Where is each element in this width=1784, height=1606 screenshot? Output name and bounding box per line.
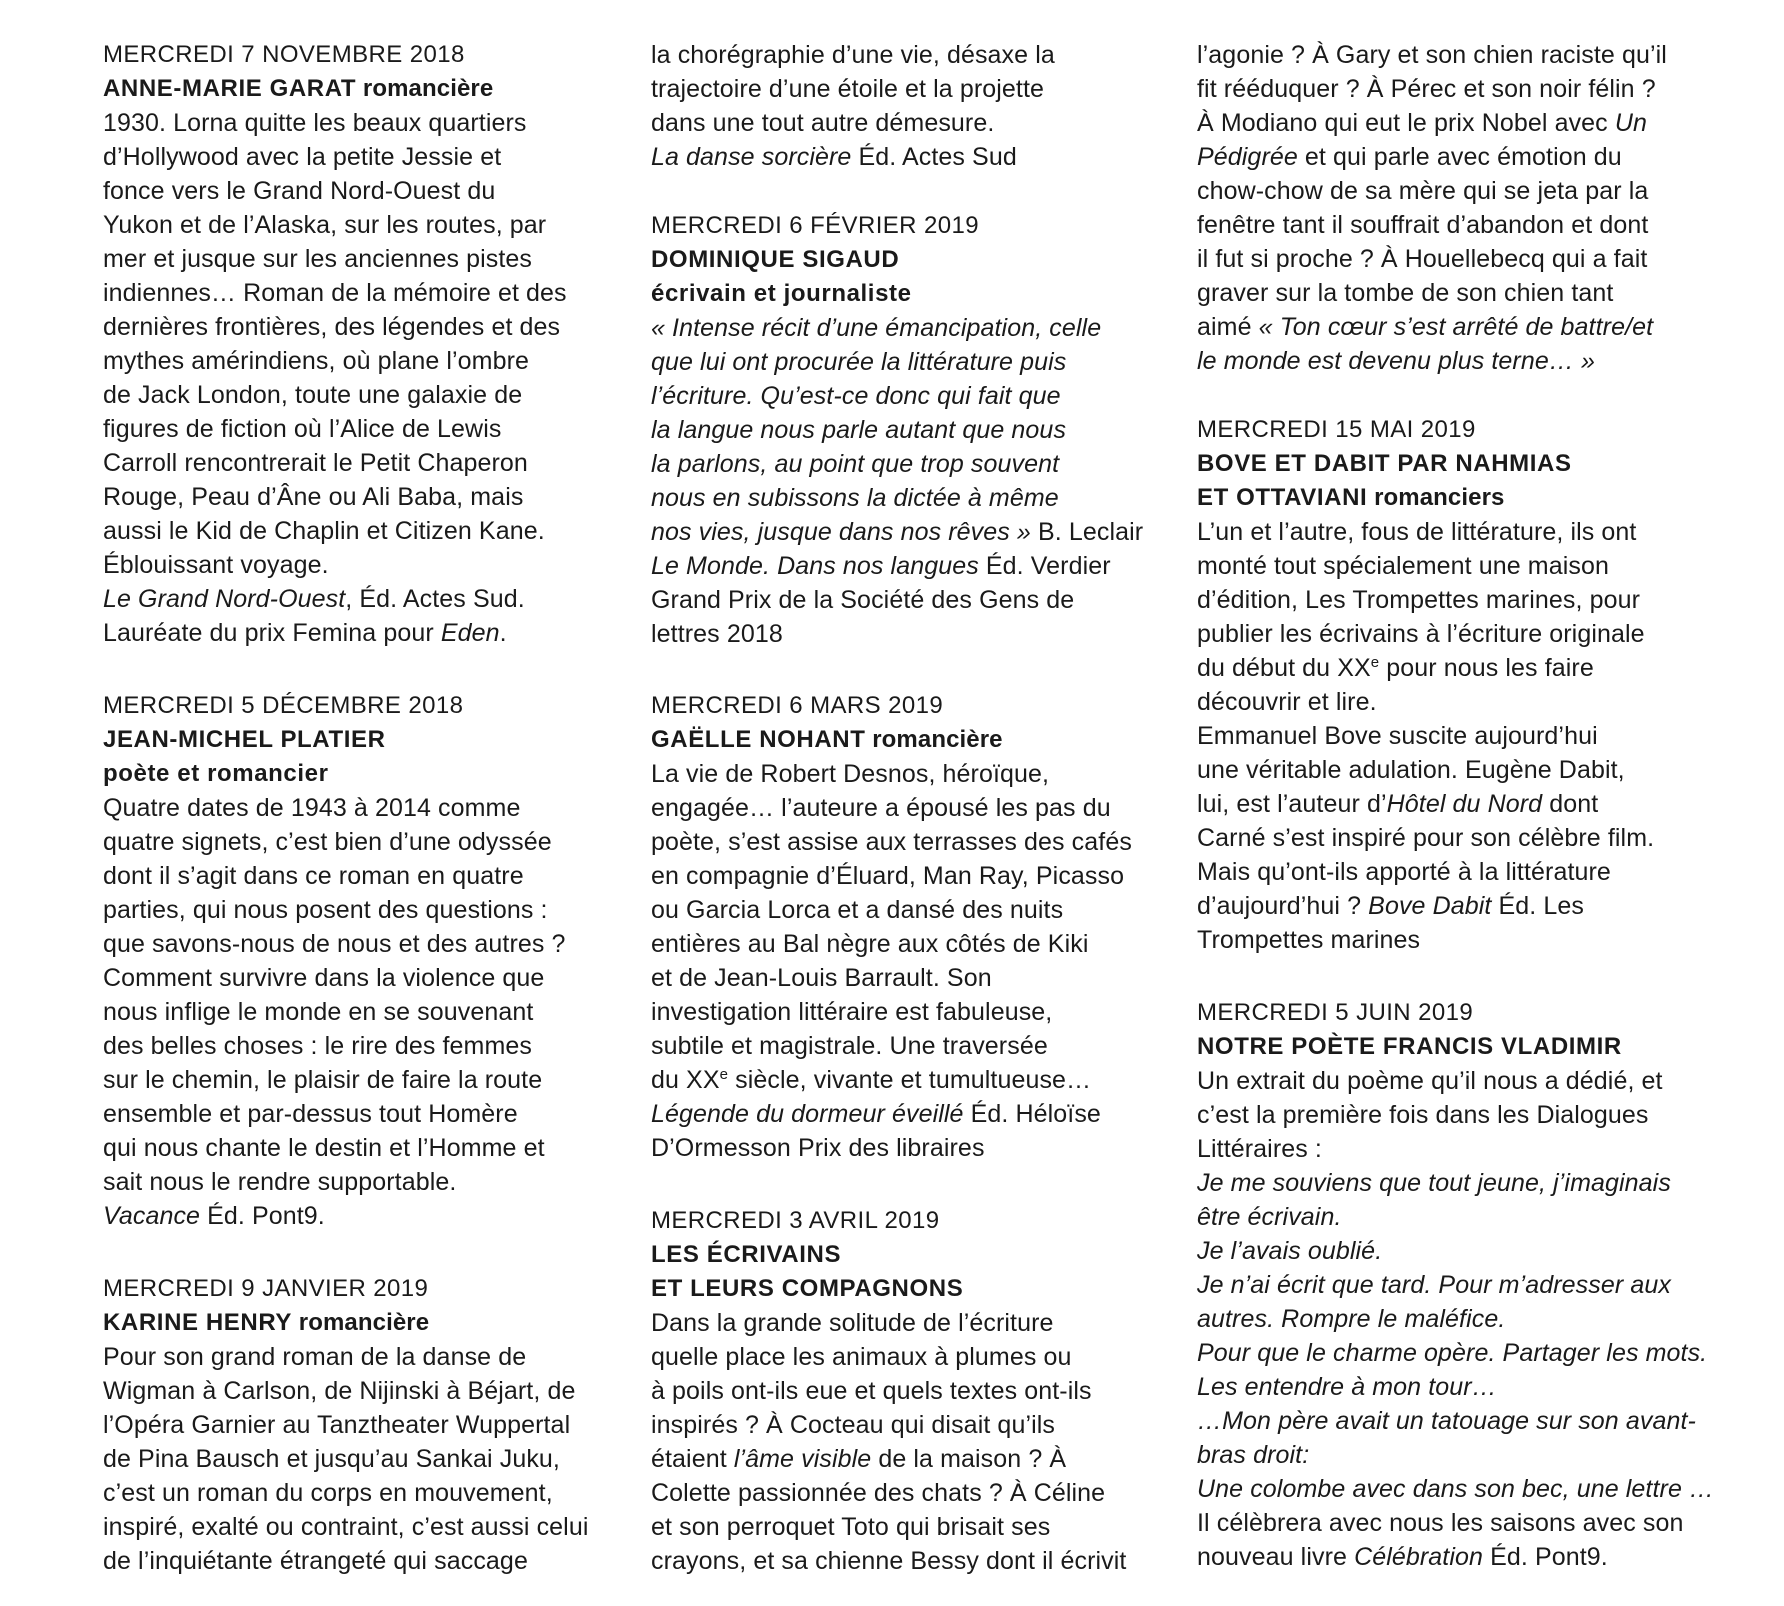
book-reference bbox=[1197, 889, 1584, 923]
body-line: fonce vers le Grand Nord-Ouest du bbox=[103, 177, 496, 205]
body-line: quelle place les animaux à plumes ou bbox=[651, 1343, 1072, 1371]
text-segment: aimé bbox=[1197, 313, 1259, 341]
body-line: c’est la première fois dans les Dialogues bbox=[1197, 1101, 1649, 1129]
body-line bbox=[651, 1442, 1066, 1476]
body-line: crayons, et sa chienne Bessy dont il écrivit bbox=[651, 1547, 1127, 1575]
text-segment: dont bbox=[1542, 790, 1599, 818]
book-title: Hôtel du Nord bbox=[1386, 790, 1543, 818]
entry-author bbox=[103, 1306, 429, 1340]
body-line: et son perroquet Toto qui brisait ses bbox=[651, 1513, 1051, 1541]
poem-line: autres. Rompre le maléfice. bbox=[1197, 1305, 1506, 1333]
body-line: une véritable adulation. Eugène Dabit, bbox=[1197, 756, 1625, 784]
body-line: nous inflige le monde en se souvenant bbox=[103, 998, 534, 1026]
body-line: Trompettes marines bbox=[1197, 926, 1421, 954]
body-line: d’édition, Les Trompettes marines, pour bbox=[1197, 586, 1641, 614]
author-name: DOMINIQUE SIGAUD bbox=[651, 246, 900, 273]
text-segment: étaient bbox=[651, 1445, 734, 1473]
body-line: fit rééduquer ? À Pérec et son noir félin ? bbox=[1197, 75, 1656, 103]
author-name: GAËLLE NOHANT bbox=[651, 726, 866, 753]
body-line: dont il s’agit dans ce roman en quatre bbox=[103, 862, 524, 890]
body-line: de Jack London, toute une galaxie de bbox=[103, 381, 523, 409]
body-line: c’est un roman du corps en mouvement, bbox=[103, 1479, 553, 1507]
body-line: 1930. Lorna quitte les beaux quartiers bbox=[103, 109, 527, 137]
body-line: qui nous chante le destin et l’Homme et bbox=[103, 1134, 545, 1162]
body-line: mer et jusque sur les anciennes pistes bbox=[103, 245, 533, 273]
body-line: dans une tout autre démesure. bbox=[651, 109, 995, 137]
century-superscript: e bbox=[719, 1066, 729, 1083]
poem-line: Une colombe avec dans son bec, une lettre … bbox=[1197, 1475, 1715, 1503]
body-line: mythes amérindiens, où plane l’ombre bbox=[103, 347, 530, 375]
entry-author bbox=[103, 72, 493, 106]
body-line: dernières frontières, des légendes et des bbox=[103, 313, 561, 341]
body-line: Pour son grand roman de la danse de bbox=[103, 1343, 527, 1371]
entry-title: ET LEURS COMPAGNONS bbox=[651, 1275, 964, 1302]
quote-end-line bbox=[651, 515, 1143, 549]
entry-title: LES ÉCRIVAINS bbox=[651, 1241, 842, 1268]
book-reference bbox=[651, 1097, 1101, 1131]
entry-date: MERCREDI 7 NOVEMBRE 2018 bbox=[103, 41, 465, 68]
book-title: Le Grand Nord-Ouest bbox=[103, 585, 346, 613]
quote-line: que lui ont procurée la littérature puis bbox=[651, 348, 1067, 376]
body-line bbox=[1197, 140, 1622, 174]
body-line: Dans la grande solitude de l’écriture bbox=[651, 1309, 1054, 1337]
text-segment: nouveau livre bbox=[1197, 1543, 1355, 1571]
body-line: La vie de Robert Desnos, héroïque, bbox=[651, 760, 1050, 788]
book-title: Vacance bbox=[103, 1202, 201, 1230]
poem-line: Les entendre à mon tour… bbox=[1197, 1373, 1497, 1401]
body-line: poète, s’est assise aux terrasses des cafés bbox=[651, 828, 1132, 856]
poem-line: être écrivain. bbox=[1197, 1203, 1342, 1231]
body-line: engagée… l’auteure a épousé les pas du bbox=[651, 794, 1111, 822]
body-line: et de Jean-Louis Barrault. Son bbox=[651, 964, 992, 992]
body-line: de Pina Bausch et jusqu’au Sankai Juku, bbox=[103, 1445, 560, 1473]
book-title: Légende du dormeur éveillé bbox=[651, 1100, 964, 1128]
author-role: romancière bbox=[865, 726, 1003, 753]
century-superscript: e bbox=[1370, 654, 1380, 671]
body-line: ou Garcia Lorca et a dansé des nuits bbox=[651, 896, 1064, 924]
publisher: , Éd. Actes Sud. bbox=[345, 585, 525, 613]
body-line: découvrir et lire. bbox=[1197, 688, 1377, 716]
entry-author bbox=[1197, 481, 1504, 515]
body-line: Yukon et de l’Alaska, sur les routes, par bbox=[103, 211, 547, 239]
publisher: Éd. Pont9. bbox=[1483, 1543, 1608, 1571]
body-line: Il célèbrera avec nous les saisons avec son bbox=[1197, 1509, 1684, 1537]
text-segment: et qui parle avec émotion du bbox=[1297, 143, 1622, 171]
prize-end: . bbox=[499, 619, 507, 647]
author-name: NOTRE POÈTE FRANCIS VLADIMIR bbox=[1197, 1033, 1622, 1060]
body-line: que savons-nous de nous et des autres ? bbox=[103, 930, 566, 958]
entry-date: MERCREDI 9 JANVIER 2019 bbox=[103, 1275, 429, 1302]
body-line: subtile et magistrale. Une traversée bbox=[651, 1032, 1048, 1060]
body-line: des belles choses : le rire des femmes bbox=[103, 1032, 532, 1060]
body-line: investigation littéraire est fabuleuse, bbox=[651, 998, 1053, 1026]
book-title: Pédigrée bbox=[1197, 143, 1298, 171]
body-line: Wigman à Carlson, de Nijinski à Béjart, de bbox=[103, 1377, 576, 1405]
prize-book-title: Eden bbox=[440, 619, 500, 647]
century-rest: pour nous les faire bbox=[1379, 654, 1594, 682]
body-line: lettres 2018 bbox=[651, 620, 783, 648]
quote-line: nous en subissons la dictée à même bbox=[651, 484, 1059, 512]
poem-line: Pour que le charme opère. Partager les mots. bbox=[1197, 1339, 1708, 1367]
body-line: figures de fiction où l’Alice de Lewis bbox=[103, 415, 502, 443]
author-role: romancière bbox=[292, 1309, 430, 1336]
quote-author: B. Leclair bbox=[1030, 518, 1144, 546]
body-line: Carné s’est inspiré pour son célèbre film. bbox=[1197, 824, 1655, 852]
body-line: Littéraires : bbox=[1197, 1135, 1322, 1163]
body-line: inspirés ? À Cocteau qui disait qu’ils bbox=[651, 1411, 1056, 1439]
publisher: Éd. Actes Sud bbox=[851, 143, 1017, 171]
body-line: entières au Bal nègre aux côtés de Kiki bbox=[651, 930, 1089, 958]
publisher: Éd. Pont9. bbox=[200, 1202, 325, 1230]
author-name: KARINE HENRY bbox=[103, 1309, 292, 1336]
quote-line: « Intense récit d’une émancipation, celle bbox=[651, 314, 1102, 342]
body-line: Emmanuel Bove suscite aujourd’hui bbox=[1197, 722, 1598, 750]
author-role: romanciers bbox=[1367, 484, 1505, 511]
body-line: inspiré, exalté ou contraint, c’est aussi celui bbox=[103, 1513, 589, 1541]
body-line: trajectoire d’une étoile et la projette bbox=[651, 75, 1045, 103]
quote-line: la parlons, au point que trop souvent bbox=[651, 450, 1060, 478]
text-segment: d’aujourd’hui ? bbox=[1197, 892, 1369, 920]
publisher: Éd. Héloïse bbox=[963, 1100, 1101, 1128]
body-line: quatre signets, c’est bien d’une odyssée bbox=[103, 828, 552, 856]
italic-phrase: l’âme visible bbox=[733, 1445, 872, 1473]
body-line: ensemble et par-dessus tout Homère bbox=[103, 1100, 518, 1128]
book-reference bbox=[1197, 1540, 1608, 1574]
text-segment: À Modiano qui eut le prix Nobel avec bbox=[1197, 109, 1615, 137]
book-reference bbox=[103, 582, 525, 616]
author-name: JEAN-MICHEL PLATIER bbox=[103, 726, 386, 753]
body-line: parties, qui nous posent des questions : bbox=[103, 896, 548, 924]
body-line: D’Ormesson Prix des libraires bbox=[651, 1134, 985, 1162]
book-title: Célébration bbox=[1354, 1543, 1484, 1571]
entry-title: BOVE ET DABIT PAR NAHMIAS bbox=[1197, 450, 1572, 477]
entry-author bbox=[651, 723, 1003, 757]
publisher: Éd. Les bbox=[1491, 892, 1584, 920]
poem-line: Je n’ai écrit que tard. Pour m’adresser aux bbox=[1197, 1271, 1671, 1299]
quote-line: l’écriture. Qu’est-ce donc qui fait que bbox=[651, 382, 1061, 410]
author-role: romancière bbox=[356, 75, 494, 102]
epitaph-quote: le monde est devenu plus terne… » bbox=[1197, 347, 1595, 375]
body-line bbox=[1197, 106, 1647, 140]
body-line: l’Opéra Garnier au Tanztheater Wuppertal bbox=[103, 1411, 571, 1439]
body-line: à poils ont-ils eue et quels textes ont-ils bbox=[651, 1377, 1092, 1405]
century-rest: siècle, vivante et tumultueuse… bbox=[728, 1066, 1092, 1094]
author-name: ET OTTAVIANI bbox=[1197, 484, 1368, 511]
book-reference bbox=[103, 1199, 325, 1233]
body-line: Grand Prix de la Société des Gens de bbox=[651, 586, 1075, 614]
body-line bbox=[1197, 787, 1598, 821]
book-title: Le Monde. Dans nos langues bbox=[651, 552, 979, 580]
text-segment: lui, est l’auteur d’ bbox=[1197, 790, 1387, 818]
poem-line: Je l’avais oublié. bbox=[1197, 1237, 1383, 1265]
body-line: graver sur la tombe de son chien tant bbox=[1197, 279, 1614, 307]
book-title: La danse sorcière bbox=[651, 143, 852, 171]
body-line: publier les écrivains à l’écriture originale bbox=[1197, 620, 1645, 648]
body-line: la chorégraphie d’une vie, désaxe la bbox=[651, 41, 1055, 69]
body-line: Carroll rencontrerait le Petit Chaperon bbox=[103, 449, 528, 477]
poem-line: …Mon père avait un tatouage sur son avant- bbox=[1197, 1407, 1696, 1435]
body-line: sur le chemin, le plaisir de faire la route bbox=[103, 1066, 543, 1094]
author-role: écrivain et journaliste bbox=[651, 280, 912, 307]
publisher: Éd. Verdier bbox=[978, 552, 1111, 580]
quote-line: la langue nous parle autant que nous bbox=[651, 416, 1067, 444]
body-line: chow-chow de sa mère qui se jeta par la bbox=[1197, 177, 1649, 205]
body-line: fenêtre tant il souffrait d’abandon et dont bbox=[1197, 211, 1649, 239]
entry-date: MERCREDI 3 AVRIL 2019 bbox=[651, 1207, 940, 1234]
quote-end: nos vies, jusque dans nos rêves » bbox=[651, 518, 1031, 546]
entry-date: MERCREDI 5 DÉCEMBRE 2018 bbox=[103, 692, 464, 719]
body-line: Un extrait du poème qu’il nous a dédié, et bbox=[1197, 1067, 1663, 1095]
body-line: Colette passionnée des chats ? À Céline bbox=[651, 1479, 1106, 1507]
body-line: L’un et l’autre, fous de littérature, ils ont bbox=[1197, 518, 1637, 546]
prize-text: Lauréate du prix Femina pour bbox=[103, 619, 441, 647]
body-line: monté tout spécialement une maison bbox=[1197, 552, 1609, 580]
author-role: poète et romancier bbox=[103, 760, 329, 787]
prize-line bbox=[103, 616, 507, 650]
book-reference bbox=[651, 549, 1111, 583]
century-text: du début du XX bbox=[1197, 654, 1371, 682]
entry-date: MERCREDI 15 MAI 2019 bbox=[1197, 416, 1476, 443]
body-line: Comment survivre dans la violence que bbox=[103, 964, 545, 992]
epitaph-quote: « Ton cœur s’est arrêté de battre/et bbox=[1258, 313, 1654, 341]
entry-date: MERCREDI 6 MARS 2019 bbox=[651, 692, 944, 719]
book-title: Bove Dabit bbox=[1368, 892, 1492, 920]
body-line: Quatre dates de 1943 à 2014 comme bbox=[103, 794, 521, 822]
text-segment: de la maison ? À bbox=[871, 1445, 1067, 1473]
body-line: de l’inquiétante étrangeté qui saccage bbox=[103, 1547, 528, 1575]
body-line: sait nous le rendre supportable. bbox=[103, 1168, 457, 1196]
body-line: Éblouissant voyage. bbox=[103, 551, 329, 579]
poem-line: Je me souviens que tout jeune, j’imaginais bbox=[1197, 1169, 1671, 1197]
body-line: d’Hollywood avec la petite Jessie et bbox=[103, 143, 502, 171]
book-title: Un bbox=[1614, 109, 1647, 137]
body-line: il fut si proche ? À Houellebecq qui a fait bbox=[1197, 245, 1648, 273]
century-text: du XX bbox=[651, 1066, 720, 1094]
body-line: l’agonie ? À Gary et son chien raciste qu’il bbox=[1197, 41, 1667, 69]
book-reference bbox=[651, 140, 1017, 174]
century-line bbox=[1197, 651, 1594, 685]
body-line: Mais qu’ont-ils apporté à la littérature bbox=[1197, 858, 1611, 886]
body-line: indiennes… Roman de la mémoire et des bbox=[103, 279, 567, 307]
entry-date: MERCREDI 6 FÉVRIER 2019 bbox=[651, 212, 979, 239]
author-name: ANNE-MARIE GARAT bbox=[103, 75, 357, 102]
entry-date: MERCREDI 5 JUIN 2019 bbox=[1197, 999, 1474, 1026]
body-line: Rouge, Peau d’Âne ou Ali Baba, mais bbox=[103, 483, 524, 511]
body-line: aussi le Kid de Chaplin et Citizen Kane. bbox=[103, 517, 545, 545]
century-line bbox=[651, 1063, 1091, 1097]
poem-line: bras droit: bbox=[1197, 1441, 1310, 1469]
body-line: en compagnie d’Éluard, Man Ray, Picasso bbox=[651, 862, 1125, 890]
body-line bbox=[1197, 310, 1653, 344]
